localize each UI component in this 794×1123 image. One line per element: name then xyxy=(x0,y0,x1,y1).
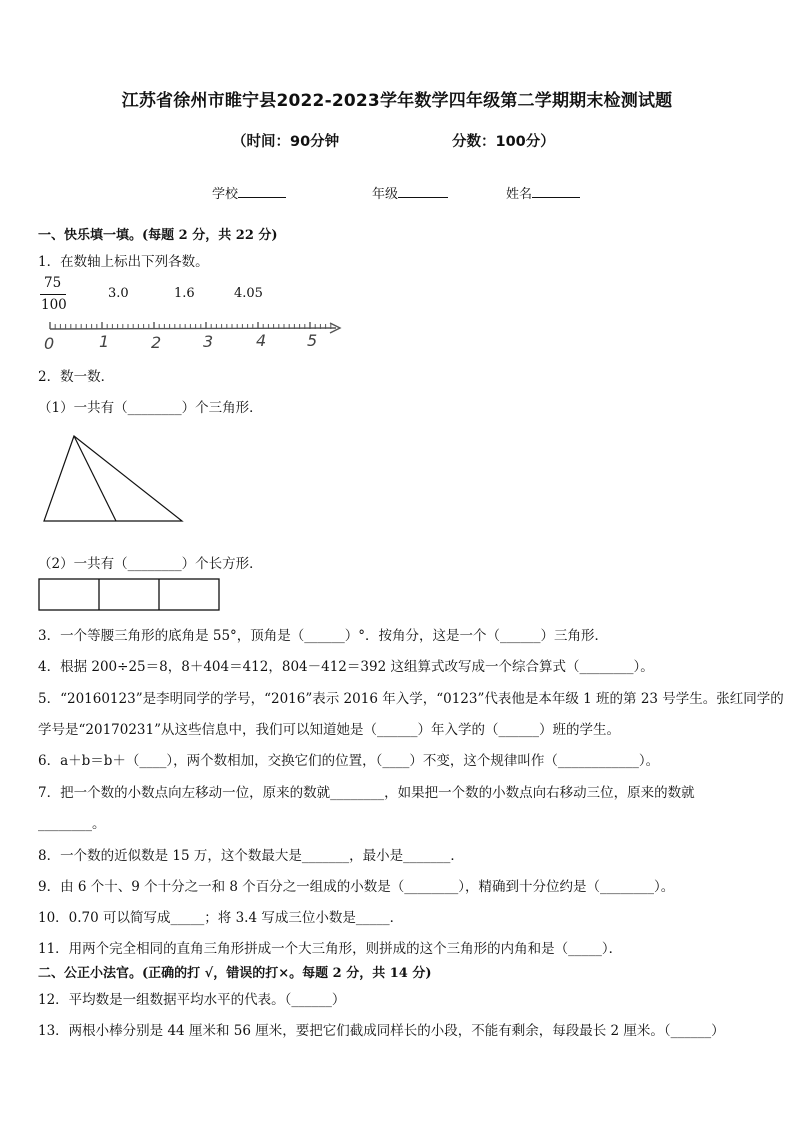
value-1-6: 1.6 xyxy=(174,286,195,301)
section1-heading: 一、快乐填一填。(每题 2 分，共 22 分) xyxy=(38,228,278,243)
question-2-part-2: （2）一共有（________）个长方形． xyxy=(38,556,263,572)
fraction-denominator: 100 xyxy=(41,297,67,313)
question-9: 9．由 6 个十、9 个十分之一和 8 个百分之一组成的小数是（________），精确到十分位约是（________）。 xyxy=(38,879,675,895)
triangle-figure xyxy=(38,430,188,526)
fraction-numerator: 75 xyxy=(44,275,62,291)
exam-score: 分数：100分） xyxy=(452,134,555,150)
exam-title: 江苏省徐州市睢宁县2022-2023学年数学四年级第二学期期末检测试题 xyxy=(121,91,673,111)
rectangles-figure xyxy=(38,578,222,612)
question-2: 2．数一数． xyxy=(38,369,115,385)
name-field xyxy=(506,183,580,202)
question-1: 1．在数轴上标出下列各数。 xyxy=(38,254,209,270)
question-7-line-1: 7．把一个数的小数点向左移动一位，原来的数就________，如果把一个数的小数点向右移动三位，原来的数就 xyxy=(38,785,695,801)
question-2-part-1: （1）一共有（________）个三角形． xyxy=(38,400,263,416)
question-13: 13．两根小棒分别是 44 厘米和 56 厘米，要把它们截成同样长的小段，不能有剩余，每段最长 2 厘米。（______） xyxy=(38,1023,725,1039)
school-label: 学校 xyxy=(212,187,239,202)
name-blank[interactable] xyxy=(532,185,580,198)
axis-label-2: 2 xyxy=(151,333,162,352)
question-8: 8．一个数的近似数是 15 万，这个数最大是_______，最小是_______． xyxy=(38,848,464,864)
question-5-line-1: 5．“20160123”是李明同学的学号，“2016”表示 2016 年入学，“0123”代表他是本年级 1 班的第 23 号学生。张红同学的 xyxy=(38,691,784,707)
axis-label-0: 0 xyxy=(44,334,55,353)
question-3: 3．一个等腰三角形的底角是 55°，顶角是（______）°．按角分，这是一个（______）三角形． xyxy=(38,628,609,644)
outer-rectangle xyxy=(39,579,219,610)
axis-label-5: 5 xyxy=(307,331,318,350)
name-label: 姓名 xyxy=(506,187,533,202)
question-6: 6．a＋b＝b＋（____），两个数相加，交换它们的位置，（____）不变，这个规律叫作（____________）。 xyxy=(38,753,660,769)
grade-label: 年级 xyxy=(372,187,399,202)
outer-triangle xyxy=(44,436,182,521)
axis-label-4: 4 xyxy=(256,331,267,350)
number-line-axis xyxy=(50,328,336,329)
question-7-line-2: ________。 xyxy=(38,816,106,832)
exam-time: （时间：90分钟 xyxy=(232,134,340,150)
school-blank[interactable] xyxy=(238,185,286,198)
grade-field xyxy=(372,183,448,202)
section2-heading: 二、公正小法官。(正确的打 √，错误的打×。每题 2 分，共 14 分) xyxy=(38,966,432,981)
value-3-0: 3.0 xyxy=(108,286,129,301)
value-4-05: 4.05 xyxy=(234,286,263,301)
axis-label-3: 3 xyxy=(203,332,214,351)
question-12: 12．平均数是一组数据平均水平的代表。（______） xyxy=(38,992,346,1008)
triangle-divider xyxy=(74,436,116,521)
school-field xyxy=(212,183,286,202)
question-10: 10．0.70 可以简写成_____；将 3.4 写成三位小数是_____． xyxy=(38,910,404,926)
grade-blank[interactable] xyxy=(398,185,448,198)
question-11: 11．用两个完全相同的直角三角形拼成一个大三角形，则拼成的这个三角形的内角和是（_____）． xyxy=(38,941,623,957)
axis-label-1: 1 xyxy=(99,332,110,351)
number-line xyxy=(38,318,348,358)
question-4: 4．根据 200÷25＝8，8＋404＝412，804－412＝392 这组算式改写成一个综合算式（________）。 xyxy=(38,659,654,675)
fraction-bar xyxy=(40,294,66,295)
question-5-line-2: 学号是“20170231”从这些信息中，我们可以知道她是（______）年入学的（______）班的学生。 xyxy=(38,722,621,738)
